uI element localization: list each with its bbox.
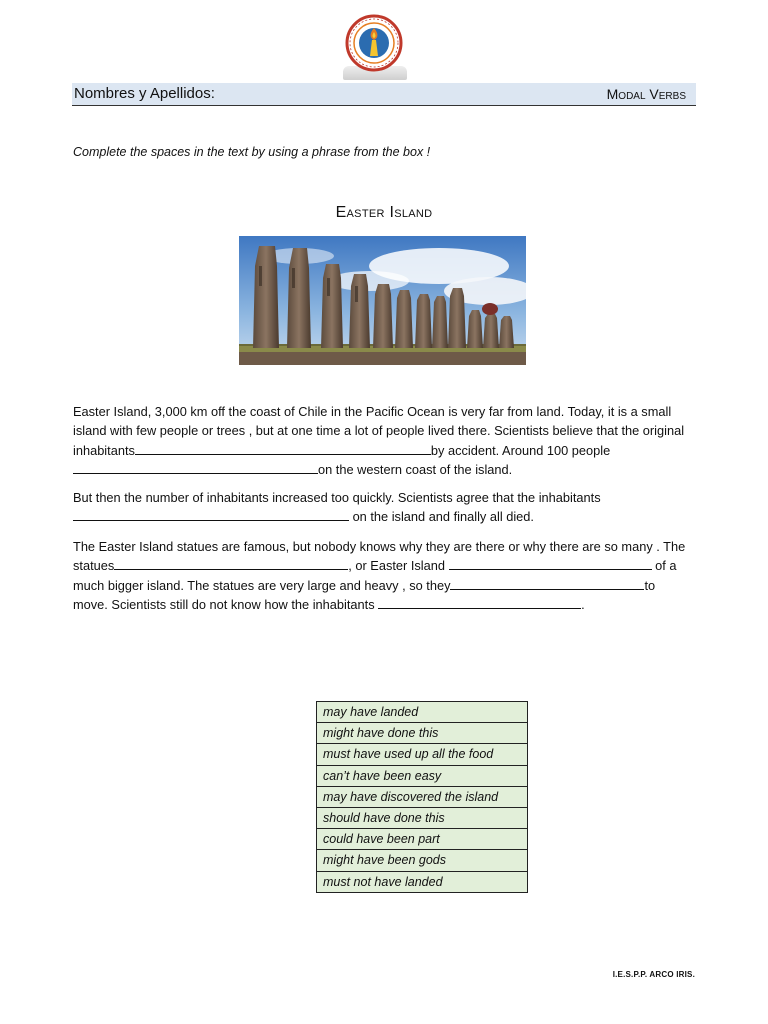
phrase-item: could have been part	[317, 829, 527, 850]
paragraph-text: on the western coast of the island.	[318, 462, 513, 478]
answer-blank-7[interactable]	[378, 596, 581, 609]
paragraph-3	[73, 537, 691, 615]
phrase-box	[316, 701, 528, 893]
paragraph-1	[73, 402, 691, 480]
paragraph-text: .	[581, 597, 585, 613]
phrase-item: might have been gods	[317, 850, 527, 871]
phrase-item: may have discovered the island	[317, 787, 527, 808]
page-title: Easter Island	[335, 204, 433, 221]
paragraph-text: The Easter Island statues are famous, but nobody knows why they are there or why there are so many . The statues	[73, 539, 686, 574]
phrase-item: can’t have been easy	[317, 766, 527, 787]
institution-logo	[340, 12, 408, 82]
phrase-item: must have used up all the food	[317, 744, 527, 765]
paragraph-text: , or Easter Island	[348, 558, 445, 574]
name-label: Nombres y Apellidos:	[74, 85, 215, 102]
paragraph-2	[73, 488, 691, 527]
moai-statues-photo	[239, 236, 526, 365]
phrase-item: should have done this	[317, 808, 527, 829]
paragraph-text: to move. Scientists still do not know how the inhabitants	[73, 577, 656, 613]
paragraph-text: on the island and finally all died.	[352, 509, 534, 525]
answer-blank-6[interactable]	[450, 577, 644, 590]
instruction-text: Complete the spaces in the text by using a phrase from the box !	[73, 145, 431, 159]
header-bar	[72, 83, 696, 106]
answer-blank-4[interactable]	[114, 557, 348, 570]
answer-blank-1[interactable]	[135, 442, 431, 455]
phrase-item: might have done this	[317, 723, 527, 744]
paragraph-text: Easter Island, 3,000 km off the coast of Chile in the Pacific Ocean is very far from land. Today, it is a small island with few people or trees , but at one time a lot of people lived there. Scientists believe that the original inhabitants	[73, 404, 685, 458]
paragraph-text: of a much bigger island. The statues are very large and heavy , so they	[73, 558, 677, 593]
phrase-item: must not have landed	[317, 872, 527, 893]
paragraph-text: But then the number of inhabitants increased too quickly. Scientists agree that the inhabitants	[73, 490, 601, 505]
paragraph-text: by accident. Around 100 people	[430, 442, 611, 458]
answer-blank-3[interactable]	[73, 508, 349, 521]
footer-institution: I.E.S.P.P. ARCO IRIS.	[612, 970, 695, 979]
topic-label: Modal Verbs	[606, 86, 686, 102]
phrase-item: may have landed	[317, 702, 527, 723]
answer-blank-5[interactable]	[449, 557, 652, 570]
answer-blank-2[interactable]	[73, 461, 318, 474]
